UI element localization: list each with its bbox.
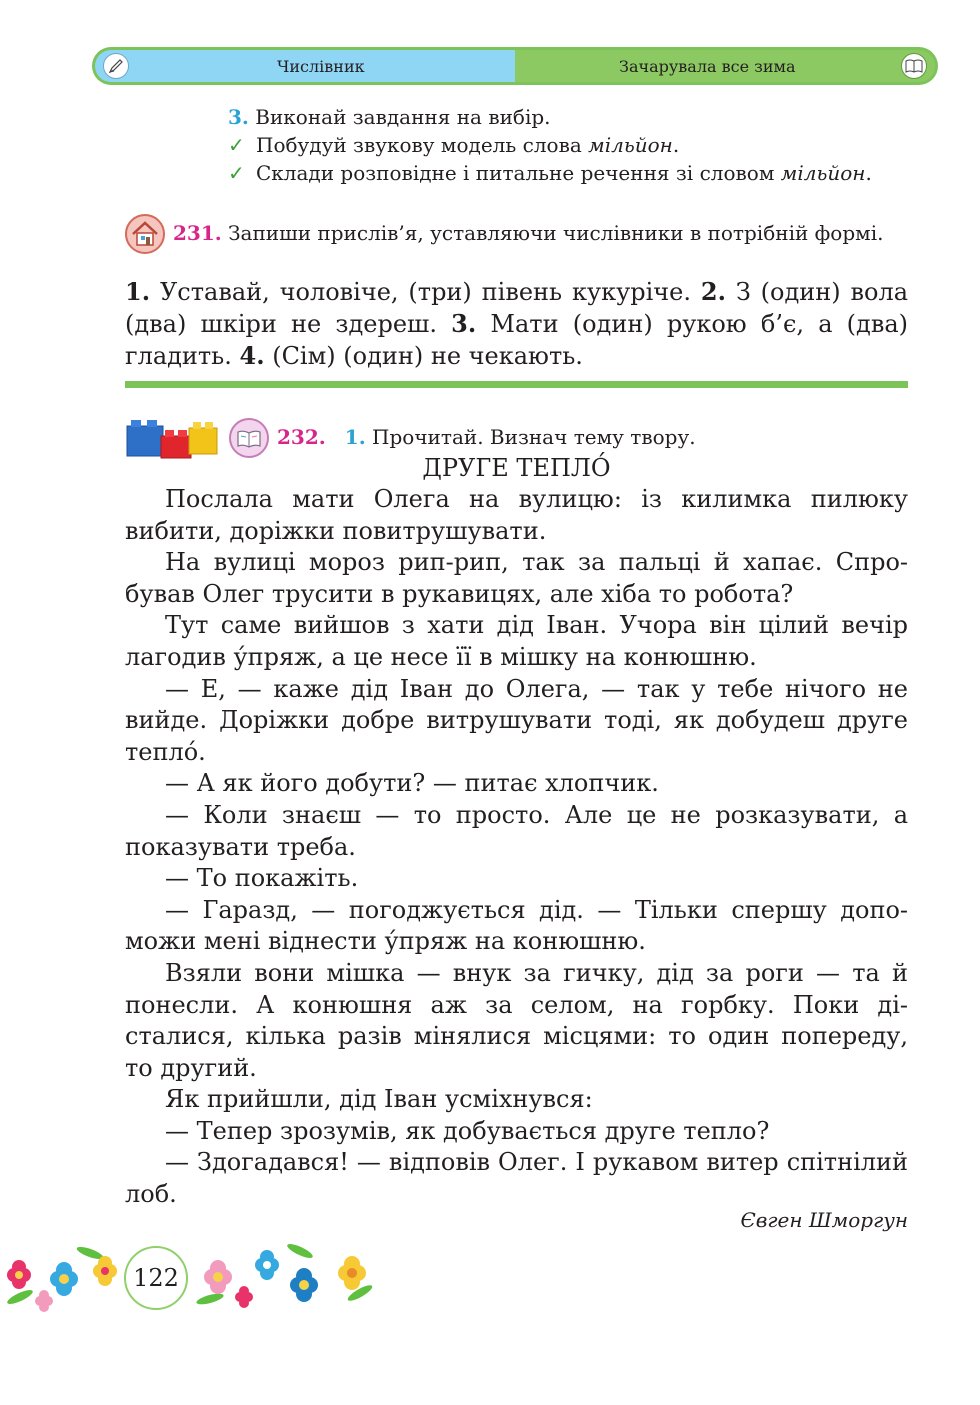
exercise-number: 231. bbox=[173, 221, 222, 245]
story-author: Євген Шморгун bbox=[740, 1208, 908, 1232]
choice-item: ✓ Побудуй звукову модель слова мільйон. bbox=[228, 133, 680, 157]
page-number: 122 bbox=[124, 1246, 188, 1310]
story-paragraph: На вулиці мороз рип-рип, так за пальці й хапає. Спробував Олег трусити в рукавицях, але хіба то робота? bbox=[125, 548, 908, 608]
checkmark-icon: ✓ bbox=[228, 133, 245, 157]
checkmark-icon: ✓ bbox=[228, 161, 245, 185]
story-text bbox=[125, 484, 908, 1211]
sub-task-number: 1. bbox=[344, 425, 366, 449]
story-paragraph: — То покажіть. bbox=[165, 864, 359, 893]
story-paragraph: — Е, — каже дід Іван до Олега, — так у тебе нічого не вийде. Доріжки добре витрушувати тоді, як добудеш друге тепло́. bbox=[125, 674, 908, 766]
task-text: Виконай завдання на вибір. bbox=[255, 105, 551, 129]
story-paragraph: Взяли вони мішка — внук за гичку, дід за роги — та й понесли. А конюшня аж за селом, на горбку. Поки дісталися, кілька разів мінялися місцями: то один попереду, то другий. bbox=[125, 958, 908, 1082]
story-paragraph: — Коли знаєш — то просто. Але це не розказувати, а показувати треба. bbox=[125, 800, 908, 861]
book-icon bbox=[901, 53, 927, 79]
pen-icon bbox=[103, 53, 129, 79]
flowers-icon bbox=[0, 1235, 390, 1315]
story-paragraph: Як прийшли, дід Іван усміхнувся: bbox=[165, 1085, 593, 1114]
story-title: ДРУГЕ ТЕПЛО́ bbox=[422, 454, 611, 482]
proverbs-text: 1. Уставай, чоловіче, (три) півень кукуріче. 2. З (один) вола (два) шкіри не здереш. 3. Мати (один) рукою б’є, а (два) гладить. 4. (Сім) (один) не чекають. bbox=[125, 277, 909, 370]
story-paragraph: — Здогадався! — відповів Олег. І рукавом витер спітнілий лоб. bbox=[125, 1148, 908, 1209]
story-paragraph: — Тепер зрозумів, як добувається друге тепло? bbox=[165, 1116, 770, 1145]
story-paragraph: Послала мати Олега на вулицю: із килимка пилюку вибити, доріжки повитрушувати. bbox=[125, 485, 908, 545]
task-number: 3. bbox=[228, 105, 249, 129]
exercise-instruction: Запиши прислів’я, уставляючи числівники в потрібній формі. bbox=[228, 221, 884, 245]
story-paragraph: — Гаразд, — погоджується дід. — Тільки спершу допоможи мені віднести у́пряж на конюшню. bbox=[125, 895, 908, 956]
header-left-label: Числівник bbox=[277, 56, 365, 76]
story-paragraph: Тут саме вийшов з хати дід Іван. Учора він цілий вечір лагодив у́пряж, а це несе її в мішку на конюшню. bbox=[125, 611, 908, 671]
header-section-left bbox=[95, 50, 515, 82]
exercise-number: 232. bbox=[277, 425, 326, 449]
section-divider bbox=[125, 381, 908, 388]
header-right-label: Зачарувала все зима bbox=[619, 56, 796, 76]
house-icon bbox=[125, 214, 165, 254]
story-paragraph: — А як його добути? — питає хлопчик. bbox=[165, 769, 659, 798]
page-header bbox=[92, 47, 938, 85]
exercise-instruction: Прочитай. Визнач тему твору. bbox=[372, 425, 696, 449]
task-3 bbox=[228, 103, 908, 187]
header-section-right bbox=[515, 50, 935, 82]
choice-item: ✓ Склади розповідне і питальне речення зі словом мільйон. bbox=[228, 161, 872, 185]
